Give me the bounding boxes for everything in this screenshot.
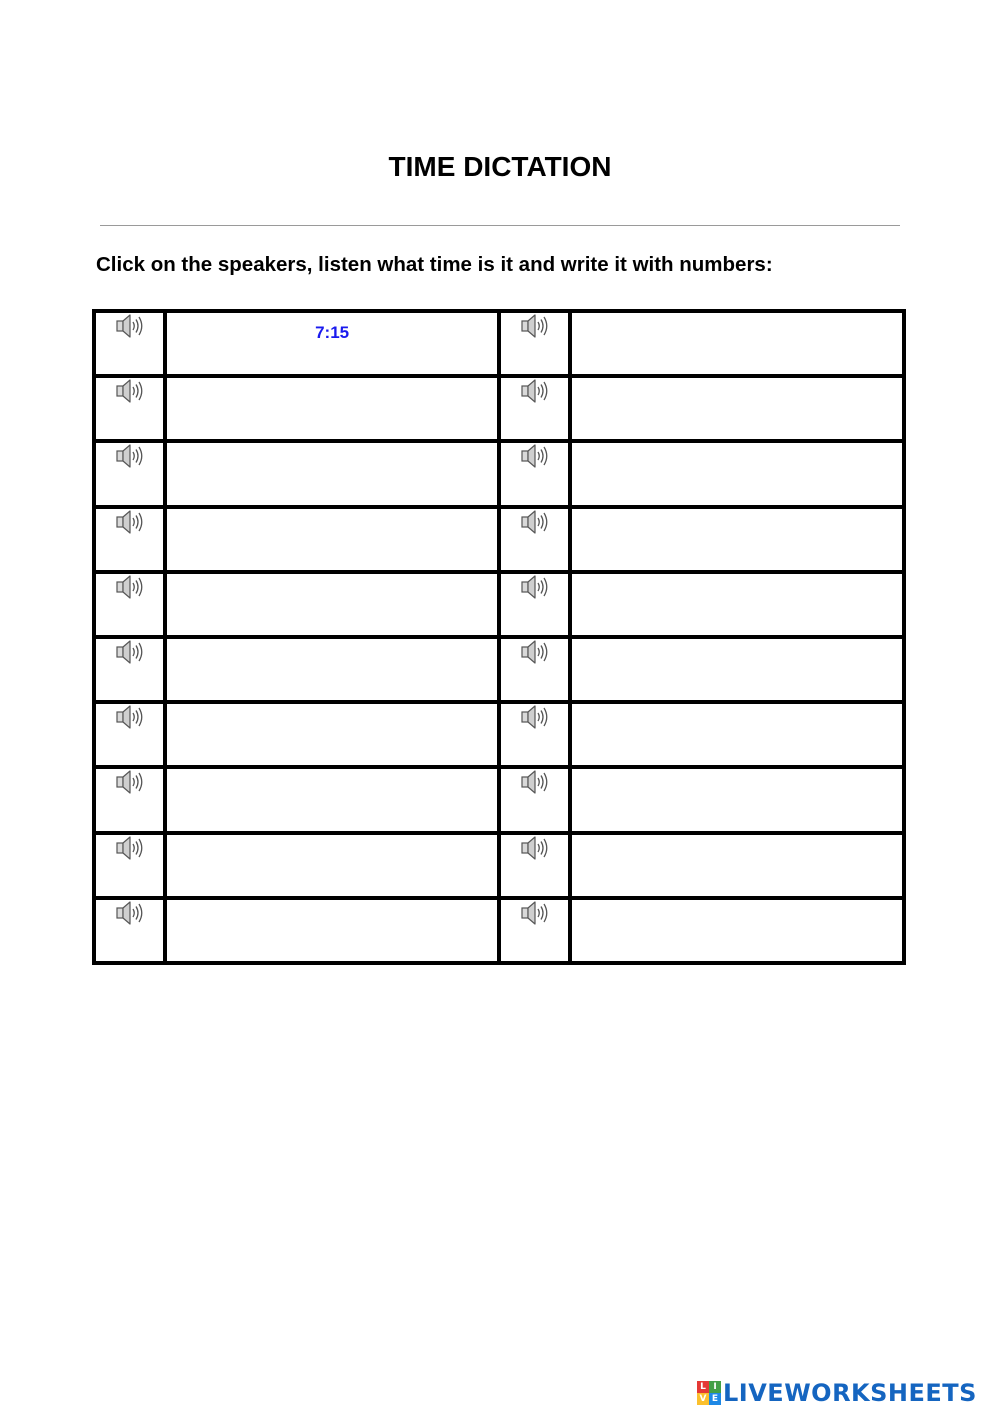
answer-field[interactable] [570,767,904,832]
answer-field[interactable] [165,637,499,702]
answer-text [572,519,902,539]
title-divider [100,225,900,226]
answer-text [572,323,902,343]
answer-field[interactable] [570,311,904,376]
answer-text [572,714,902,734]
answer-field[interactable] [570,376,904,441]
table-row [94,572,904,637]
page-title: TIME DICTATION [388,151,612,182]
answer-text [167,910,497,930]
dictation-table [92,309,906,965]
speaker-icon[interactable] [115,574,145,600]
logo-tile: E [709,1393,721,1405]
answer-field[interactable] [165,376,499,441]
table-row [94,311,904,376]
table-row [94,376,904,441]
table-row [94,637,904,702]
speaker-cell [94,572,165,637]
speaker-icon[interactable] [520,574,550,600]
speaker-icon[interactable] [115,835,145,861]
speaker-cell [94,311,165,376]
speaker-cell [94,702,165,767]
speaker-icon[interactable] [115,313,145,339]
speaker-icon[interactable] [520,378,550,404]
speaker-icon[interactable] [520,835,550,861]
answer-field[interactable] [165,572,499,637]
answer-text [167,779,497,799]
table-row [94,767,904,832]
answer-text [167,714,497,734]
answer-field[interactable] [165,311,499,376]
answer-field[interactable] [165,441,499,506]
answer-field[interactable] [165,767,499,832]
speaker-cell [499,507,570,572]
answer-field[interactable] [165,898,499,963]
liveworksheets-logo [697,1377,977,1409]
answer-text [167,845,497,865]
speaker-cell [499,311,570,376]
answer-text [167,453,497,473]
speaker-cell [94,767,165,832]
speaker-cell [499,898,570,963]
answer-field[interactable] [570,833,904,898]
answer-field[interactable] [165,833,499,898]
speaker-icon[interactable] [115,509,145,535]
speaker-icon[interactable] [115,900,145,926]
answer-field[interactable] [570,702,904,767]
speaker-icon[interactable] [520,900,550,926]
speaker-icon[interactable] [520,639,550,665]
speaker-cell [94,833,165,898]
logo-tile: I [709,1381,721,1393]
answer-text [572,779,902,799]
logo-tile: V [697,1393,709,1405]
answer-text [572,453,902,473]
speaker-icon[interactable] [520,313,550,339]
speaker-icon[interactable] [115,378,145,404]
logo-mark [697,1381,721,1405]
speaker-cell [94,441,165,506]
speaker-cell [94,637,165,702]
answer-field[interactable] [570,441,904,506]
speaker-cell [499,572,570,637]
speaker-icon[interactable] [115,443,145,469]
table-row [94,441,904,506]
answer-text [572,584,902,604]
answer-field[interactable] [570,507,904,572]
speaker-cell [499,376,570,441]
table-row [94,898,904,963]
speaker-icon[interactable] [115,704,145,730]
answer-text [167,649,497,669]
speaker-cell [499,441,570,506]
answer-text [572,388,902,408]
speaker-icon[interactable] [115,639,145,665]
answer-text [572,845,902,865]
speaker-cell [499,767,570,832]
speaker-cell [94,376,165,441]
speaker-cell [499,833,570,898]
speaker-cell [94,898,165,963]
answer-text [167,388,497,408]
speaker-icon[interactable] [520,509,550,535]
answer-field[interactable] [165,507,499,572]
table-row [94,833,904,898]
speaker-cell [94,507,165,572]
answer-text [572,910,902,930]
speaker-cell [499,702,570,767]
answer-text [167,584,497,604]
answer-text [167,519,497,539]
logo-tile: L [697,1381,709,1393]
answer-field[interactable] [570,572,904,637]
logo-text: LIVEWORKSHEETS [723,1379,977,1407]
speaker-cell [499,637,570,702]
answer-field[interactable] [570,898,904,963]
answer-field[interactable] [570,637,904,702]
answer-field[interactable] [165,702,499,767]
speaker-icon[interactable] [520,704,550,730]
instruction-text: Click on the speakers, listen what time is it and write it with numbers: [96,253,773,276]
answer-text [572,649,902,669]
answer-text: 7:15 [315,323,350,342]
speaker-icon[interactable] [520,769,550,795]
speaker-icon[interactable] [520,443,550,469]
table-row [94,702,904,767]
table-row [94,507,904,572]
speaker-icon[interactable] [115,769,145,795]
